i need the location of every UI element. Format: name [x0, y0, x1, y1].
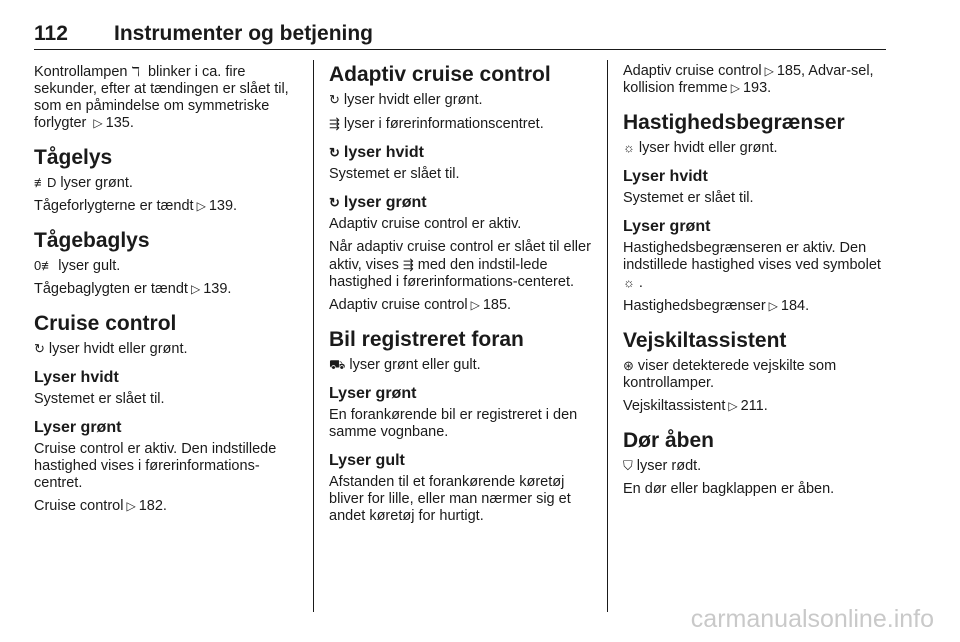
door-text: En dør eller bagklappen er åben. [623, 481, 835, 497]
acc-text: lyser hvidt eller grønt. [343, 92, 483, 108]
limiter-indicator [623, 139, 887, 157]
rear-fog-text: lyser gult. [58, 258, 121, 274]
limiter-green-text [623, 240, 887, 292]
acc-more-text [329, 239, 595, 291]
rear-fog-info [34, 281, 300, 298]
column-3 [623, 63, 887, 504]
subheading-text: lyser hvidt [343, 144, 424, 161]
speed-limiter-icon: ☼ [623, 275, 635, 290]
heading-limiter: Hastighedsbegrænser [623, 111, 845, 134]
arrow-icon: ▷ [190, 282, 201, 296]
arrow-icon: ▷ [196, 199, 206, 213]
page-reference[interactable]: 139. [208, 198, 238, 214]
rear-fog-indicator [34, 257, 300, 275]
subheading-white [329, 143, 595, 162]
door-text: lyser rødt. [636, 458, 702, 474]
cruise-indicator [34, 340, 300, 358]
cruise-control-icon: ↻ [329, 92, 340, 107]
subheading-green [329, 193, 595, 212]
subheading-green: Lyser grønt [623, 218, 711, 235]
cruise-text: lyser hvidt eller grønt. [48, 341, 188, 357]
page-reference[interactable]: 185. [482, 297, 512, 313]
cruise-control-icon: ↻ [329, 145, 340, 160]
acc-ref [329, 297, 595, 314]
page-reference[interactable]: 182. [138, 498, 167, 514]
subheading-text: lyser grønt [343, 194, 427, 211]
intro-text: blinker i ca. fire sekunder, efter at tændingen er slået til, som en påmindelse om symmetriske forlygter [34, 64, 289, 131]
column-divider [607, 60, 608, 612]
page-reference[interactable]: 184. [780, 298, 810, 314]
vehicle-green-text: En forankørende bil er registreret i den samme vognbane. [329, 407, 578, 440]
subheading-green: Lyser grønt [34, 419, 122, 436]
acc-indicator [329, 91, 595, 109]
acc-ref-text: Adaptiv cruise control [329, 297, 468, 313]
acc-text: lyser i førerinformationscentret. [343, 116, 544, 132]
subheading-white: Lyser hvidt [34, 369, 119, 386]
page-reference[interactable]: 185, Advar-sel, kollision fremme [623, 63, 874, 96]
door-indicator [623, 457, 887, 475]
column-divider [313, 60, 314, 612]
subheading-green: Lyser grønt [329, 385, 417, 402]
traffic-sign-icon: ⊛ [623, 358, 634, 373]
arrow-icon: ▷ [730, 81, 740, 95]
cont-text: Adaptiv cruise control [623, 63, 762, 79]
arrow-icon: ▷ [470, 298, 480, 312]
light-icon: ℸ [131, 64, 140, 79]
arrow-icon: ▷ [93, 116, 103, 130]
limiter-ref-text: Hastighedsbegrænser [623, 298, 766, 314]
sign-indicator [623, 357, 887, 392]
fog-indicator [34, 174, 300, 192]
vehicle-ahead-icon: ⛟ [329, 357, 346, 372]
acc-white-text: Systemet er slået til. [329, 166, 460, 182]
adaptive-cruise-icon: ⇶ [402, 257, 414, 272]
heading-rear-fog: Tågebaglys [34, 229, 150, 252]
heading-fog: Tågelys [34, 146, 113, 169]
continued-ref [623, 63, 887, 97]
limiter-ref [623, 298, 887, 315]
heading-acc: Adaptiv cruise control [329, 63, 551, 86]
page-header [34, 16, 886, 50]
intro-text: Kontrollampen [34, 64, 128, 80]
watermark: carmanualsonline.info [690, 605, 934, 633]
fog-light-icon: ≢D [34, 175, 57, 190]
acc-more-b: med den indstil-lede hastighed i førerinformations-centeret. [329, 257, 574, 290]
vehicle-text: lyser grønt eller gult. [349, 357, 481, 373]
sign-ref-text: Vejskiltassistent [623, 398, 726, 414]
heading-vehicle-ahead: Bil registreret foran [329, 328, 524, 351]
chapter-title: Instrumenter og betjening [114, 22, 374, 45]
column-2 [329, 63, 595, 531]
acc-dic-indicator [329, 115, 595, 133]
cruise-ref [34, 498, 300, 515]
fog-info [34, 198, 300, 215]
sign-ref [623, 398, 887, 415]
limiter-green: Hastighedsbegrænseren er aktiv. Den indstillede hastighed vises ved symbolet [623, 240, 881, 273]
limiter-white-text: Systemet er slået til. [623, 190, 754, 206]
page-reference[interactable]: 135. [105, 115, 134, 131]
fog-text: lyser grønt. [60, 175, 133, 191]
rear-fog-text: Tågebaglygten er tændt [34, 281, 188, 297]
acc-green-text: Adaptiv cruise control er aktiv. [329, 216, 522, 232]
heading-cruise: Cruise control [34, 312, 177, 335]
intro-paragraph [34, 63, 300, 132]
heading-sign-assist: Vejskiltassistent [623, 329, 787, 352]
arrow-icon: ▷ [728, 399, 738, 413]
heading-door-open: Dør åben [623, 429, 715, 452]
vehicle-yellow-text: Afstanden til et forankørende køretøj bliver for lille, eller man nærmer sig et andet køretøj for hurtigt. [329, 474, 571, 524]
vehicle-indicator [329, 356, 595, 374]
subheading-white: Lyser hvidt [623, 168, 708, 185]
page-reference[interactable]: 139. [203, 281, 232, 297]
header-rule [34, 49, 886, 50]
page-number: 112 [34, 22, 68, 45]
arrow-icon: ▷ [764, 64, 774, 78]
acc-more-a: Når adaptiv cruise control er slået til eller aktiv, vises [329, 239, 591, 273]
column-1 [34, 63, 300, 521]
arrow-icon: ▷ [768, 299, 778, 313]
arrow-icon: ▷ [126, 499, 136, 513]
page-reference[interactable]: 193. [742, 80, 772, 96]
sign-text: viser detekterede vejskilte som kontrollamper. [623, 358, 837, 391]
cruise-green-text: Cruise control er aktiv. Den indstillede hastighed vises i førerinformations-centret. [34, 441, 277, 491]
cruise-control-icon: ↻ [34, 341, 45, 356]
speed-limiter-icon: ☼ [623, 140, 635, 155]
cruise-white-text: Systemet er slået til. [34, 391, 165, 407]
limiter-text: lyser hvidt eller grønt. [638, 140, 778, 156]
subheading-yellow: Lyser gult [329, 452, 405, 469]
adaptive-cruise-icon: ⇶ [329, 116, 340, 131]
limiter-green-end: . [638, 275, 643, 291]
cruise-control-icon: ↻ [329, 195, 340, 210]
fog-text: Tågeforlygterne er tændt [34, 198, 194, 214]
rear-fog-icon: 0≢ [34, 258, 55, 273]
page-reference[interactable]: 211. [740, 398, 768, 414]
door-open-icon: ⛉ [623, 458, 633, 473]
cruise-ref-text: Cruise control [34, 498, 124, 514]
